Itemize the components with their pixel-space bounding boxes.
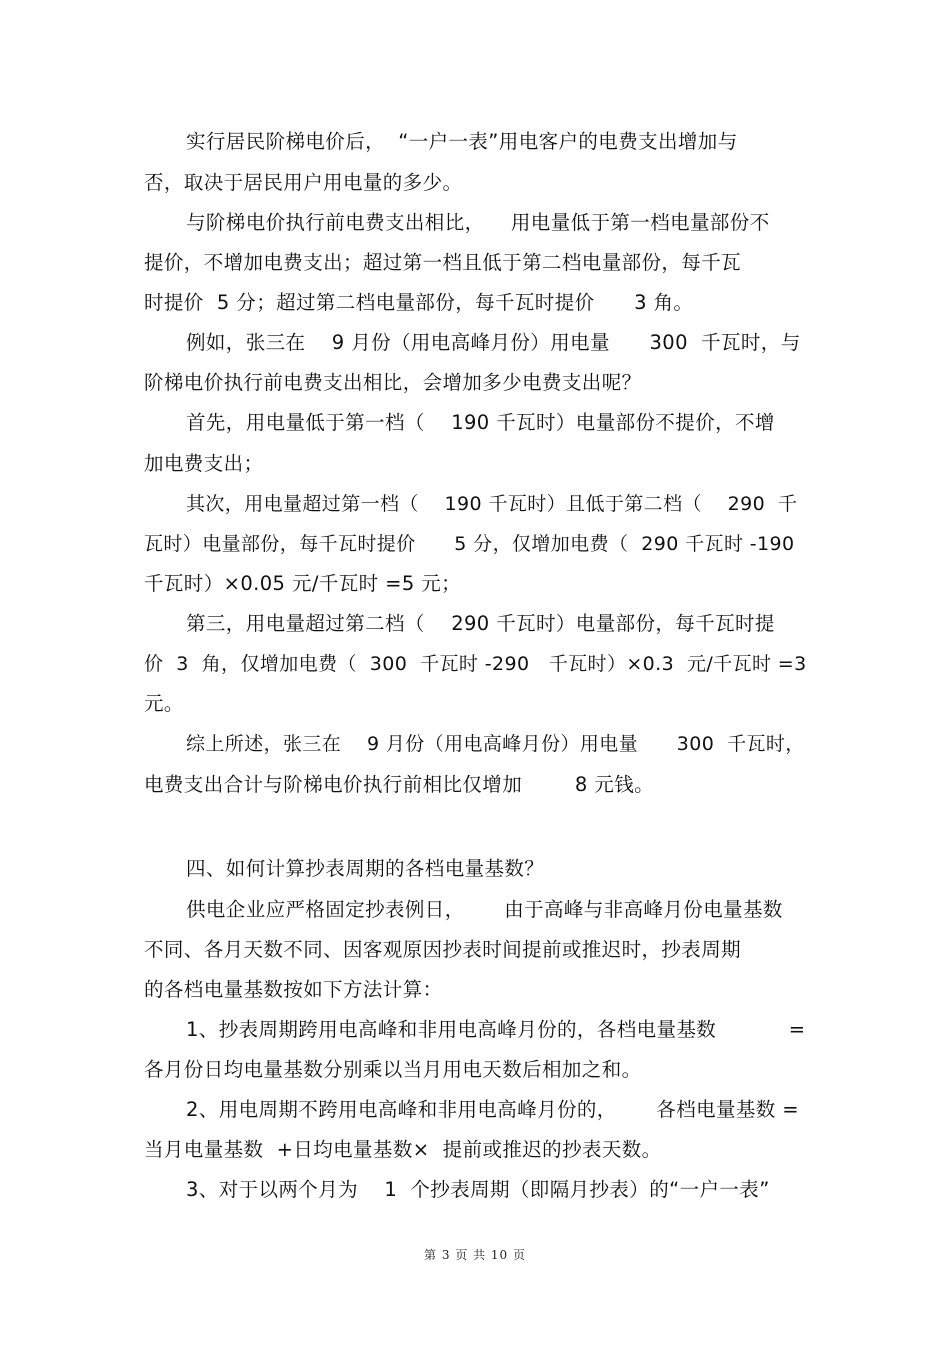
text-line: 2、用电周期不跨用电高峰和非用电高峰月份的， 各档电量基数 = bbox=[186, 1098, 800, 1121]
text-line: 例如，张三在 9 月份（用电高峰月份）用电量 300 千瓦时，与 bbox=[186, 331, 801, 354]
text-line: 第三，用电量超过第二档（ 290 千瓦时）电量部份，每千瓦时提 bbox=[186, 612, 775, 635]
text-line: 加电费支出； bbox=[144, 452, 264, 475]
text-line: 阶梯电价执行前电费支出相比，会增加多少电费支出呢？ bbox=[144, 371, 642, 394]
text-line: 时提价 5 分；超过第二档电量部份，每千瓦时提价 3 角。 bbox=[144, 291, 694, 314]
text-line: 各月份日均电量基数分别乘以当月用电天数后相加之和。 bbox=[144, 1058, 642, 1081]
text-line: 1、抄表周期跨用电高峰和非用电高峰月份的，各档电量基数 = bbox=[186, 1018, 806, 1041]
text-line: 瓦时）电量部份，每千瓦时提价 5 分，仅增加电费（ 290 千瓦时 -190 bbox=[144, 533, 795, 555]
text-line: 提价，不增加电费支出；超过第一档且低于第二档电量部份，每千瓦 bbox=[144, 251, 742, 274]
text-line: 电费支出合计与阶梯电价执行前相比仅增加 8 元钱。 bbox=[144, 773, 654, 796]
text-line: 首先，用电量低于第一档（ 190 千瓦时）电量部份不提价，不增 bbox=[186, 411, 775, 434]
text-line: 当月电量基数 +日均电量基数× 提前或推迟的抄表天数。 bbox=[144, 1138, 662, 1161]
text-line: 实行居民阶梯电价后， “一户一表”用电客户的电费支出增加与 bbox=[186, 130, 738, 153]
text-line: 综上所述，张三在 9 月份（用电高峰月份）用电量 300 千瓦时， bbox=[186, 733, 805, 755]
text-line: 价 3 角，仅增加电费（ 300 千瓦时 -290 千瓦时）×0.3 元/千瓦时 =3 bbox=[144, 653, 807, 675]
page-number-footer: 第 3 页 共 10 页 bbox=[424, 1248, 526, 1262]
text-line: 3、对于以两个月为 1 个抄表周期（即隔月抄表）的“一户一表” bbox=[186, 1178, 770, 1201]
text-line: 与阶梯电价执行前电费支出相比， 用电量低于第一档电量部份不 bbox=[186, 211, 770, 234]
text-line: 否，取决于居民用户用电量的多少。 bbox=[144, 171, 463, 194]
text-line: 供电企业应严格固定抄表例日， 由于高峰与非高峰月份电量基数 bbox=[186, 898, 783, 921]
text-line: 其次，用电量超过第一档（ 190 千瓦时）且低于第二档（ 290 千 bbox=[186, 493, 798, 515]
text-line: 元。 bbox=[144, 692, 184, 715]
section-heading: 四、如何计算抄表周期的各档电量基数？ bbox=[186, 857, 545, 880]
text-line: 千瓦时）×0.05 元/千瓦时 =5 元； bbox=[144, 572, 462, 595]
text-line: 的各档电量基数按如下方法计算： bbox=[144, 978, 443, 1001]
text-line: 不同、各月天数不同、因客观原因抄表时间提前或推迟时，抄表周期 bbox=[144, 938, 742, 961]
